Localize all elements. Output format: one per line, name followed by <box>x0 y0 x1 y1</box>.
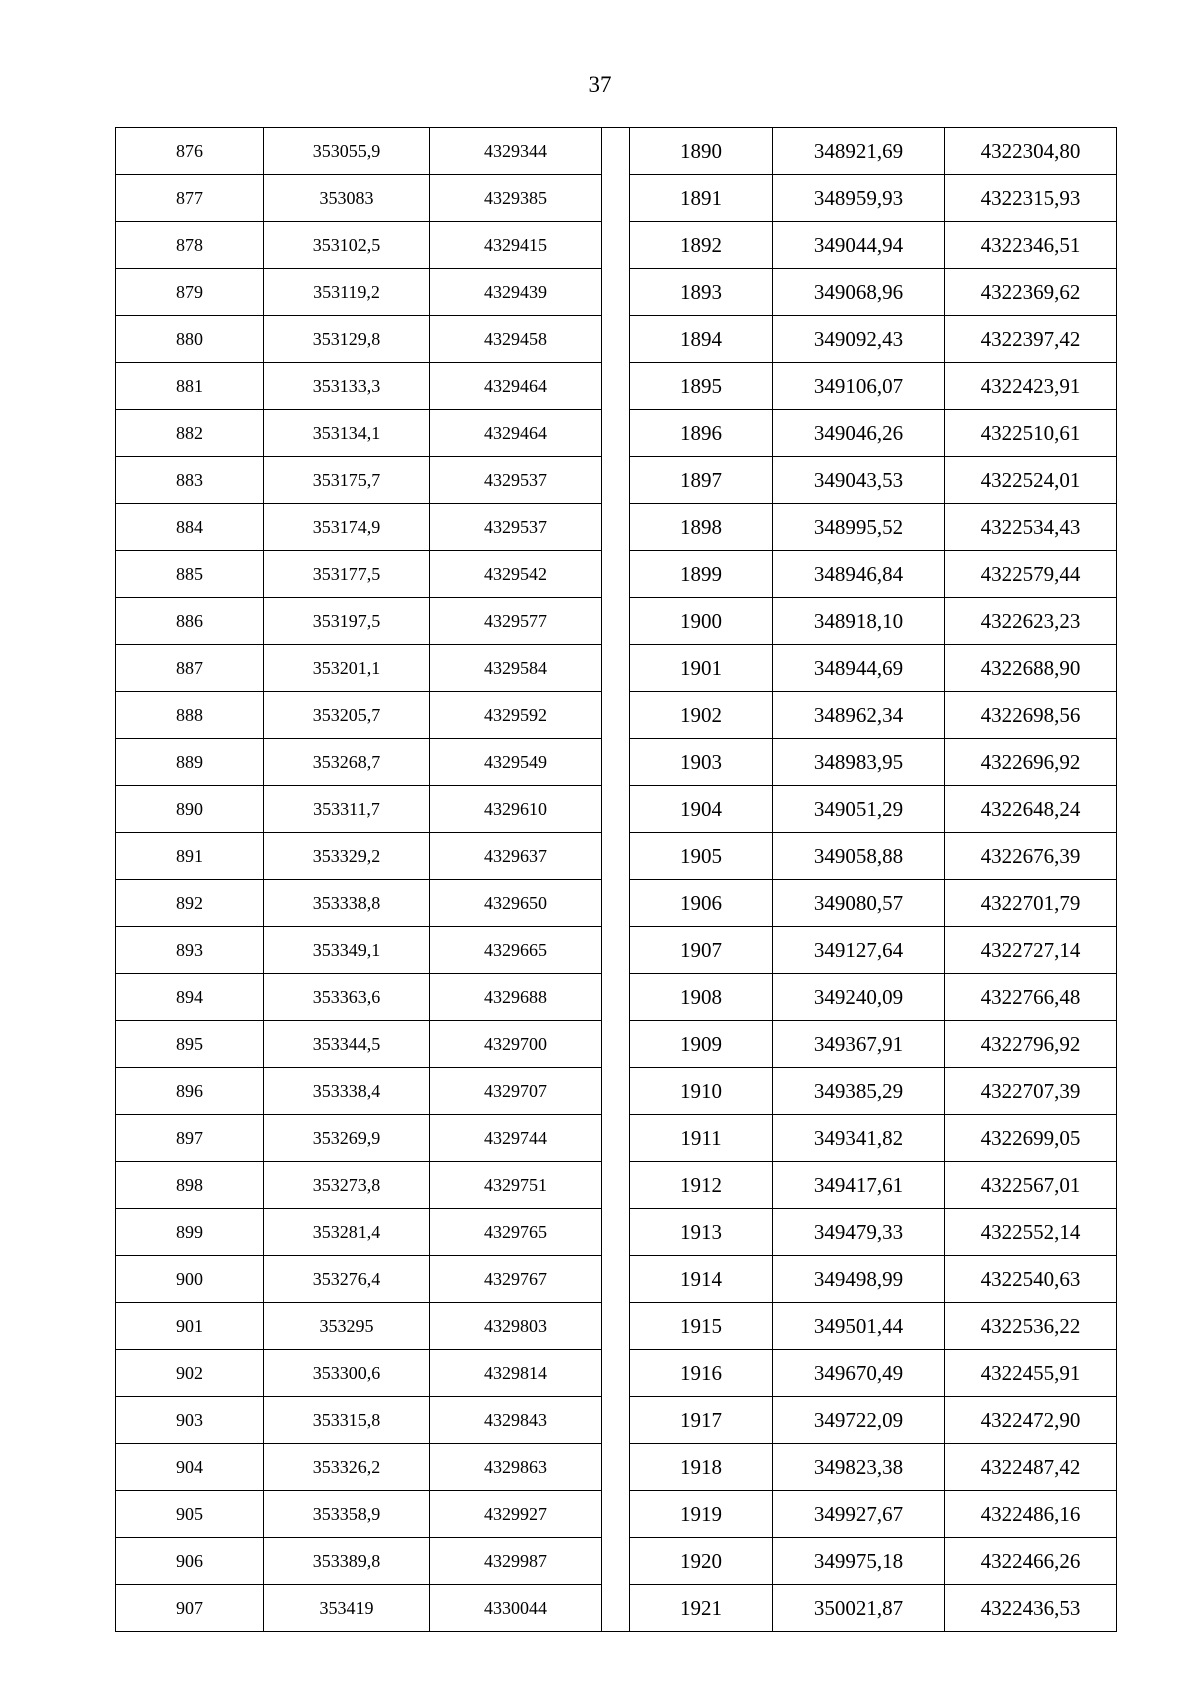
column-separator <box>602 1350 630 1397</box>
right-x-coordinate-cell: 349367,91 <box>773 1021 945 1068</box>
left-point-number-cell: 896 <box>116 1068 264 1115</box>
column-separator <box>602 1256 630 1303</box>
table-row <box>116 269 1117 316</box>
right-point-number-cell: 1909 <box>630 1021 773 1068</box>
right-x-coordinate-cell: 349058,88 <box>773 833 945 880</box>
left-y-coordinate-cell: 4329549 <box>430 739 602 786</box>
table-row <box>116 1444 1117 1491</box>
left-x-coordinate-cell: 353083 <box>264 175 430 222</box>
right-point-number-cell: 1918 <box>630 1444 773 1491</box>
right-x-coordinate-cell: 348995,52 <box>773 504 945 551</box>
table-row <box>116 457 1117 504</box>
right-y-coordinate-cell: 4322369,62 <box>945 269 1117 316</box>
left-y-coordinate-cell: 4329592 <box>430 692 602 739</box>
right-y-coordinate-cell: 4322524,01 <box>945 457 1117 504</box>
column-separator <box>602 1585 630 1632</box>
right-y-coordinate-cell: 4322698,56 <box>945 692 1117 739</box>
left-x-coordinate-cell: 353134,1 <box>264 410 430 457</box>
table-row <box>116 175 1117 222</box>
table-row <box>116 598 1117 645</box>
column-separator <box>602 1538 630 1585</box>
right-x-coordinate-cell: 349127,64 <box>773 927 945 974</box>
right-y-coordinate-cell: 4322466,26 <box>945 1538 1117 1585</box>
column-separator <box>602 1303 630 1350</box>
right-point-number-cell: 1896 <box>630 410 773 457</box>
left-y-coordinate-cell: 4329458 <box>430 316 602 363</box>
right-y-coordinate-cell: 4322579,44 <box>945 551 1117 598</box>
right-x-coordinate-cell: 349092,43 <box>773 316 945 363</box>
right-y-coordinate-cell: 4322796,92 <box>945 1021 1117 1068</box>
left-y-coordinate-cell: 4329863 <box>430 1444 602 1491</box>
right-point-number-cell: 1898 <box>630 504 773 551</box>
table-row <box>116 504 1117 551</box>
left-y-coordinate-cell: 4329751 <box>430 1162 602 1209</box>
left-point-number-cell: 897 <box>116 1115 264 1162</box>
column-separator <box>602 692 630 739</box>
right-y-coordinate-cell: 4322699,05 <box>945 1115 1117 1162</box>
left-x-coordinate-cell: 353338,4 <box>264 1068 430 1115</box>
left-point-number-cell: 877 <box>116 175 264 222</box>
column-separator <box>602 175 630 222</box>
right-x-coordinate-cell: 349975,18 <box>773 1538 945 1585</box>
left-x-coordinate-cell: 353129,8 <box>264 316 430 363</box>
right-point-number-cell: 1893 <box>630 269 773 316</box>
left-y-coordinate-cell: 4329814 <box>430 1350 602 1397</box>
left-y-coordinate-cell: 4330044 <box>430 1585 602 1632</box>
column-separator <box>602 927 630 974</box>
right-y-coordinate-cell: 4322623,23 <box>945 598 1117 645</box>
left-y-coordinate-cell: 4329927 <box>430 1491 602 1538</box>
left-y-coordinate-cell: 4329537 <box>430 504 602 551</box>
left-y-coordinate-cell: 4329744 <box>430 1115 602 1162</box>
column-separator <box>602 1021 630 1068</box>
page-number: 37 <box>588 72 612 97</box>
left-x-coordinate-cell: 353175,7 <box>264 457 430 504</box>
right-y-coordinate-cell: 4322455,91 <box>945 1350 1117 1397</box>
right-x-coordinate-cell: 348921,69 <box>773 128 945 175</box>
left-x-coordinate-cell: 353338,8 <box>264 880 430 927</box>
left-x-coordinate-cell: 353177,5 <box>264 551 430 598</box>
left-y-coordinate-cell: 4329707 <box>430 1068 602 1115</box>
right-x-coordinate-cell: 349044,94 <box>773 222 945 269</box>
left-point-number-cell: 893 <box>116 927 264 974</box>
column-separator <box>602 1162 630 1209</box>
right-x-coordinate-cell: 349722,09 <box>773 1397 945 1444</box>
right-x-coordinate-cell: 348946,84 <box>773 551 945 598</box>
left-x-coordinate-cell: 353326,2 <box>264 1444 430 1491</box>
right-y-coordinate-cell: 4322534,43 <box>945 504 1117 551</box>
left-y-coordinate-cell: 4329385 <box>430 175 602 222</box>
table-row <box>116 222 1117 269</box>
column-separator <box>602 974 630 1021</box>
column-separator <box>602 1209 630 1256</box>
left-point-number-cell: 894 <box>116 974 264 1021</box>
left-y-coordinate-cell: 4329537 <box>430 457 602 504</box>
column-separator <box>602 739 630 786</box>
left-y-coordinate-cell: 4329542 <box>430 551 602 598</box>
table-row <box>116 128 1117 175</box>
table-row <box>116 786 1117 833</box>
right-x-coordinate-cell: 349670,49 <box>773 1350 945 1397</box>
column-separator <box>602 551 630 598</box>
left-y-coordinate-cell: 4329843 <box>430 1397 602 1444</box>
table-row <box>116 692 1117 739</box>
right-point-number-cell: 1903 <box>630 739 773 786</box>
table-row <box>116 739 1117 786</box>
right-y-coordinate-cell: 4322701,79 <box>945 880 1117 927</box>
coordinates-table <box>115 127 1117 1632</box>
left-y-coordinate-cell: 4329650 <box>430 880 602 927</box>
coordinates-table-body <box>116 128 1117 1632</box>
left-point-number-cell: 905 <box>116 1491 264 1538</box>
right-y-coordinate-cell: 4322487,42 <box>945 1444 1117 1491</box>
column-separator <box>602 504 630 551</box>
right-point-number-cell: 1914 <box>630 1256 773 1303</box>
left-x-coordinate-cell: 353276,4 <box>264 1256 430 1303</box>
left-x-coordinate-cell: 353268,7 <box>264 739 430 786</box>
right-y-coordinate-cell: 4322540,63 <box>945 1256 1117 1303</box>
left-y-coordinate-cell: 4329344 <box>430 128 602 175</box>
right-y-coordinate-cell: 4322536,22 <box>945 1303 1117 1350</box>
left-point-number-cell: 886 <box>116 598 264 645</box>
left-point-number-cell: 882 <box>116 410 264 457</box>
column-separator <box>602 645 630 692</box>
table-row <box>116 1350 1117 1397</box>
table-row <box>116 363 1117 410</box>
right-point-number-cell: 1897 <box>630 457 773 504</box>
right-x-coordinate-cell: 349927,67 <box>773 1491 945 1538</box>
table-row <box>116 1162 1117 1209</box>
right-y-coordinate-cell: 4322397,42 <box>945 316 1117 363</box>
left-point-number-cell: 883 <box>116 457 264 504</box>
table-row <box>116 1256 1117 1303</box>
column-separator <box>602 269 630 316</box>
table-row <box>116 1538 1117 1585</box>
left-x-coordinate-cell: 353269,9 <box>264 1115 430 1162</box>
table-row <box>116 1585 1117 1632</box>
table-row <box>116 833 1117 880</box>
left-point-number-cell: 885 <box>116 551 264 598</box>
left-x-coordinate-cell: 353349,1 <box>264 927 430 974</box>
right-x-coordinate-cell: 348959,93 <box>773 175 945 222</box>
left-point-number-cell: 891 <box>116 833 264 880</box>
column-separator <box>602 786 630 833</box>
column-separator <box>602 1115 630 1162</box>
right-point-number-cell: 1911 <box>630 1115 773 1162</box>
left-y-coordinate-cell: 4329688 <box>430 974 602 1021</box>
right-y-coordinate-cell: 4322304,80 <box>945 128 1117 175</box>
table-row <box>116 1303 1117 1350</box>
left-point-number-cell: 878 <box>116 222 264 269</box>
table-row <box>116 645 1117 692</box>
left-x-coordinate-cell: 353344,5 <box>264 1021 430 1068</box>
column-separator <box>602 363 630 410</box>
right-x-coordinate-cell: 349106,07 <box>773 363 945 410</box>
right-point-number-cell: 1913 <box>630 1209 773 1256</box>
right-y-coordinate-cell: 4322423,91 <box>945 363 1117 410</box>
right-x-coordinate-cell: 348983,95 <box>773 739 945 786</box>
right-x-coordinate-cell: 349479,33 <box>773 1209 945 1256</box>
right-x-coordinate-cell: 349501,44 <box>773 1303 945 1350</box>
left-x-coordinate-cell: 353281,4 <box>264 1209 430 1256</box>
left-point-number-cell: 902 <box>116 1350 264 1397</box>
right-point-number-cell: 1892 <box>630 222 773 269</box>
left-y-coordinate-cell: 4329577 <box>430 598 602 645</box>
left-x-coordinate-cell: 353119,2 <box>264 269 430 316</box>
column-separator <box>602 316 630 363</box>
column-separator <box>602 833 630 880</box>
table-row <box>116 880 1117 927</box>
right-point-number-cell: 1917 <box>630 1397 773 1444</box>
right-x-coordinate-cell: 350021,87 <box>773 1585 945 1632</box>
left-y-coordinate-cell: 4329584 <box>430 645 602 692</box>
right-point-number-cell: 1901 <box>630 645 773 692</box>
table-row <box>116 927 1117 974</box>
left-point-number-cell: 901 <box>116 1303 264 1350</box>
right-point-number-cell: 1904 <box>630 786 773 833</box>
left-x-coordinate-cell: 353133,3 <box>264 363 430 410</box>
left-point-number-cell: 880 <box>116 316 264 363</box>
right-point-number-cell: 1891 <box>630 175 773 222</box>
right-x-coordinate-cell: 349051,29 <box>773 786 945 833</box>
left-point-number-cell: 889 <box>116 739 264 786</box>
left-x-coordinate-cell: 353363,6 <box>264 974 430 1021</box>
right-y-coordinate-cell: 4322567,01 <box>945 1162 1117 1209</box>
left-point-number-cell: 900 <box>116 1256 264 1303</box>
left-point-number-cell: 907 <box>116 1585 264 1632</box>
left-y-coordinate-cell: 4329765 <box>430 1209 602 1256</box>
right-x-coordinate-cell: 349823,38 <box>773 1444 945 1491</box>
left-x-coordinate-cell: 353102,5 <box>264 222 430 269</box>
left-x-coordinate-cell: 353197,5 <box>264 598 430 645</box>
table-row <box>116 1397 1117 1444</box>
left-point-number-cell: 881 <box>116 363 264 410</box>
right-x-coordinate-cell: 348944,69 <box>773 645 945 692</box>
right-x-coordinate-cell: 349240,09 <box>773 974 945 1021</box>
right-y-coordinate-cell: 4322510,61 <box>945 410 1117 457</box>
right-point-number-cell: 1921 <box>630 1585 773 1632</box>
left-point-number-cell: 906 <box>116 1538 264 1585</box>
left-x-coordinate-cell: 353329,2 <box>264 833 430 880</box>
right-x-coordinate-cell: 349046,26 <box>773 410 945 457</box>
right-y-coordinate-cell: 4322727,14 <box>945 927 1117 974</box>
right-x-coordinate-cell: 348962,34 <box>773 692 945 739</box>
right-point-number-cell: 1900 <box>630 598 773 645</box>
column-separator <box>602 222 630 269</box>
column-separator <box>602 128 630 175</box>
right-x-coordinate-cell: 349385,29 <box>773 1068 945 1115</box>
table-row <box>116 974 1117 1021</box>
left-point-number-cell: 879 <box>116 269 264 316</box>
left-x-coordinate-cell: 353358,9 <box>264 1491 430 1538</box>
left-y-coordinate-cell: 4329610 <box>430 786 602 833</box>
table-row <box>116 316 1117 363</box>
left-point-number-cell: 895 <box>116 1021 264 1068</box>
left-x-coordinate-cell: 353201,1 <box>264 645 430 692</box>
left-y-coordinate-cell: 4329665 <box>430 927 602 974</box>
left-point-number-cell: 904 <box>116 1444 264 1491</box>
left-x-coordinate-cell: 353311,7 <box>264 786 430 833</box>
table-row <box>116 410 1117 457</box>
left-x-coordinate-cell: 353315,8 <box>264 1397 430 1444</box>
left-x-coordinate-cell: 353419 <box>264 1585 430 1632</box>
left-x-coordinate-cell: 353300,6 <box>264 1350 430 1397</box>
table-row <box>116 1115 1117 1162</box>
right-point-number-cell: 1899 <box>630 551 773 598</box>
left-y-coordinate-cell: 4329767 <box>430 1256 602 1303</box>
column-separator <box>602 410 630 457</box>
left-point-number-cell: 903 <box>116 1397 264 1444</box>
left-y-coordinate-cell: 4329803 <box>430 1303 602 1350</box>
right-y-coordinate-cell: 4322696,92 <box>945 739 1117 786</box>
left-x-coordinate-cell: 353389,8 <box>264 1538 430 1585</box>
column-separator <box>602 880 630 927</box>
table-row <box>116 551 1117 598</box>
right-y-coordinate-cell: 4322648,24 <box>945 786 1117 833</box>
column-separator <box>602 1444 630 1491</box>
right-y-coordinate-cell: 4322688,90 <box>945 645 1117 692</box>
right-y-coordinate-cell: 4322707,39 <box>945 1068 1117 1115</box>
right-point-number-cell: 1906 <box>630 880 773 927</box>
right-y-coordinate-cell: 4322472,90 <box>945 1397 1117 1444</box>
column-separator <box>602 1491 630 1538</box>
right-x-coordinate-cell: 349043,53 <box>773 457 945 504</box>
right-point-number-cell: 1920 <box>630 1538 773 1585</box>
right-point-number-cell: 1915 <box>630 1303 773 1350</box>
right-x-coordinate-cell: 349417,61 <box>773 1162 945 1209</box>
right-point-number-cell: 1908 <box>630 974 773 1021</box>
left-y-coordinate-cell: 4329700 <box>430 1021 602 1068</box>
right-point-number-cell: 1894 <box>630 316 773 363</box>
left-point-number-cell: 898 <box>116 1162 264 1209</box>
left-x-coordinate-cell: 353174,9 <box>264 504 430 551</box>
table-row <box>116 1068 1117 1115</box>
left-x-coordinate-cell: 353205,7 <box>264 692 430 739</box>
right-y-coordinate-cell: 4322552,14 <box>945 1209 1117 1256</box>
left-point-number-cell: 892 <box>116 880 264 927</box>
left-point-number-cell: 890 <box>116 786 264 833</box>
right-x-coordinate-cell: 349498,99 <box>773 1256 945 1303</box>
right-point-number-cell: 1919 <box>630 1491 773 1538</box>
left-point-number-cell: 888 <box>116 692 264 739</box>
left-y-coordinate-cell: 4329637 <box>430 833 602 880</box>
right-y-coordinate-cell: 4322676,39 <box>945 833 1117 880</box>
left-y-coordinate-cell: 4329987 <box>430 1538 602 1585</box>
left-y-coordinate-cell: 4329415 <box>430 222 602 269</box>
left-point-number-cell: 899 <box>116 1209 264 1256</box>
right-point-number-cell: 1890 <box>630 128 773 175</box>
column-separator <box>602 457 630 504</box>
left-x-coordinate-cell: 353055,9 <box>264 128 430 175</box>
left-y-coordinate-cell: 4329464 <box>430 363 602 410</box>
right-point-number-cell: 1916 <box>630 1350 773 1397</box>
left-y-coordinate-cell: 4329464 <box>430 410 602 457</box>
right-point-number-cell: 1905 <box>630 833 773 880</box>
right-point-number-cell: 1902 <box>630 692 773 739</box>
right-x-coordinate-cell: 349341,82 <box>773 1115 945 1162</box>
table-row <box>116 1209 1117 1256</box>
right-x-coordinate-cell: 348918,10 <box>773 598 945 645</box>
right-y-coordinate-cell: 4322315,93 <box>945 175 1117 222</box>
left-x-coordinate-cell: 353273,8 <box>264 1162 430 1209</box>
left-x-coordinate-cell: 353295 <box>264 1303 430 1350</box>
right-point-number-cell: 1912 <box>630 1162 773 1209</box>
left-point-number-cell: 887 <box>116 645 264 692</box>
right-point-number-cell: 1910 <box>630 1068 773 1115</box>
right-y-coordinate-cell: 4322346,51 <box>945 222 1117 269</box>
right-y-coordinate-cell: 4322766,48 <box>945 974 1117 1021</box>
table-row <box>116 1021 1117 1068</box>
column-separator <box>602 1068 630 1115</box>
left-point-number-cell: 884 <box>116 504 264 551</box>
right-x-coordinate-cell: 349068,96 <box>773 269 945 316</box>
right-y-coordinate-cell: 4322436,53 <box>945 1585 1117 1632</box>
right-point-number-cell: 1907 <box>630 927 773 974</box>
right-x-coordinate-cell: 349080,57 <box>773 880 945 927</box>
right-point-number-cell: 1895 <box>630 363 773 410</box>
column-separator <box>602 598 630 645</box>
table-row <box>116 1491 1117 1538</box>
left-y-coordinate-cell: 4329439 <box>430 269 602 316</box>
right-y-coordinate-cell: 4322486,16 <box>945 1491 1117 1538</box>
left-point-number-cell: 876 <box>116 128 264 175</box>
column-separator <box>602 1397 630 1444</box>
